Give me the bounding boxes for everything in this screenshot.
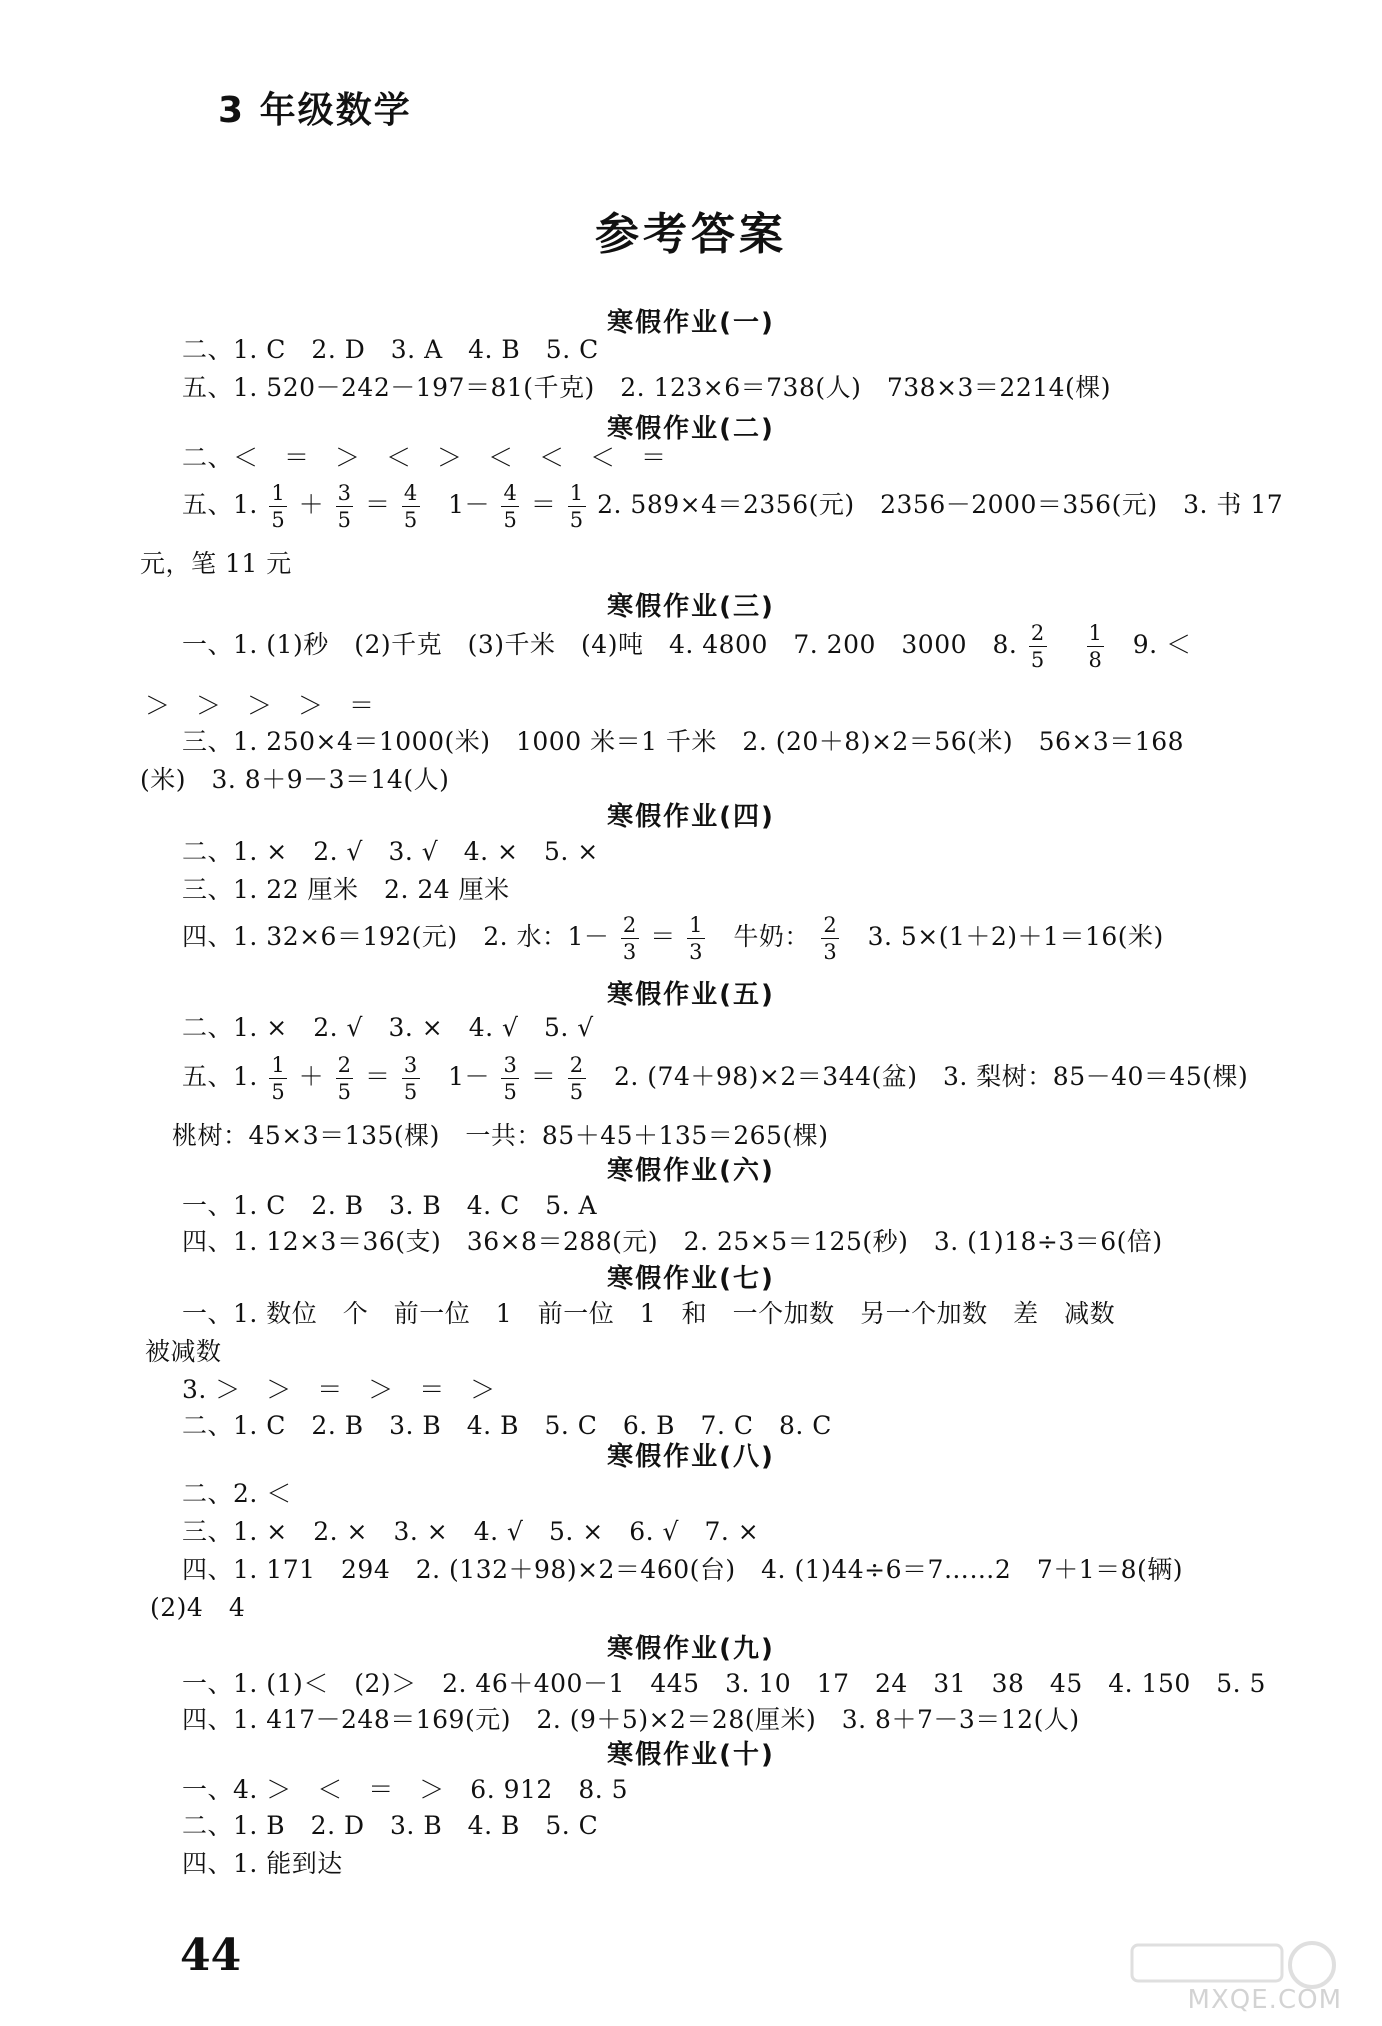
section-heading: 寒假作业(四) [607, 802, 775, 832]
fraction: $\frac{2}{5}$ [337, 1053, 352, 1104]
fraction: $\frac{1}{5}$ [271, 1053, 286, 1104]
answer-line: 三、1. 22 厘米 2. 24 厘米 [182, 875, 510, 904]
fraction: $\frac{1}{8}$ [1088, 621, 1103, 672]
watermark [1112, 1935, 1352, 2015]
section-heading: 寒假作业(十) [607, 1740, 775, 1770]
fraction: $\frac{4}{5}$ [403, 481, 418, 532]
fraction: $\frac{1}{5}$ [569, 481, 584, 532]
answer-prefix: 五、1. [182, 490, 258, 519]
answer-line: 3. ＞ ＞ ＝ ＞ ＝ ＞ [182, 1375, 496, 1404]
page-header: 3 年级数学 [218, 90, 412, 131]
fraction: $\frac{2}{3}$ [823, 913, 838, 964]
answer-line: (米) 3. 8＋9－3＝14(人) [140, 765, 450, 794]
page-title: 参考答案 [595, 209, 787, 260]
page-number: 44 [180, 1930, 242, 1981]
answer-line: 二、1. × 2. √ 3. × 4. √ 5. √ [182, 1013, 594, 1042]
section-heading: 寒假作业(七) [607, 1264, 775, 1294]
answer-line: 被减数 [145, 1337, 222, 1366]
section-heading: 寒假作业(二) [607, 414, 775, 444]
answer-line: 二、1. B 2. D 3. B 4. B 5. C [182, 1811, 599, 1840]
fraction: $\frac{3}{5}$ [503, 1053, 518, 1104]
answer-line: 五、1. 520－242－197＝81(千克) 2. 123×6＝738(人) 738×3＝2214(棵) [182, 373, 1112, 402]
answer-line: 元，笔 11 元 [140, 549, 292, 578]
answer-line-with-fractions: 一、1. (1)秒 (2)千克 (3)千米 (4)吨 4. 4800 7. 200 3000 8. $\frac{2}{5}$ $\frac{1}{8}$ 9. ＜ [182, 621, 1192, 672]
fraction: $\frac{1}{3}$ [689, 913, 704, 964]
answer-line: 二、1. C 2. B 3. B 4. B 5. C 6. B 7. C 8. C [182, 1411, 832, 1440]
answer-line-with-fractions: 五、1. $\frac{1}{5}$ ＋ $\frac{2}{5}$ ＝ $\frac{3}{5}$ 1－ $\frac{3}{5}$ ＝ $\frac{2}{5}$ 2. (74＋98)×2＝344(盆) 3. 梨树：85－40＝45(棵) [182, 1053, 1249, 1104]
answer-line: 二、2. ＜ [182, 1479, 292, 1508]
answer-line: 一、1. (1)＜ (2)＞ 2. 46＋400－1 445 3. 10 17 24 31 38 45 4. 150 5. 5 [182, 1669, 1266, 1698]
section-heading: 寒假作业(五) [607, 980, 775, 1010]
fraction: $\frac{2}{5}$ [569, 1053, 584, 1104]
answer-line: 四、1. 能到达 [182, 1849, 343, 1878]
answer-line: 三、1. 250×4＝1000(米) 1000 米＝1 千米 2. (20＋8)×2＝56(米) 56×3＝168 [182, 727, 1184, 756]
answer-line: 四、1. 417－248＝169(元) 2. (9＋5)×2＝28(厘米) 3. 8＋7－3＝12(人) [182, 1705, 1080, 1734]
section-heading: 寒假作业(九) [607, 1634, 775, 1664]
fraction: $\frac{3}{5}$ [337, 481, 352, 532]
answer-line: 二、1. C 2. D 3. A 4. B 5. C [182, 335, 599, 364]
fraction: $\frac{4}{5}$ [503, 481, 518, 532]
answer-line: 三、1. × 2. × 3. × 4. √ 5. × 6. √ 7. × [182, 1517, 760, 1546]
fraction: $\frac{2}{5}$ [1030, 621, 1045, 672]
answer-line: 桃树：45×3＝135(棵) 一共：85＋45＋135＝265(棵) [172, 1121, 829, 1150]
fraction: $\frac{2}{3}$ [622, 913, 637, 964]
answer-line: 四、1. 12×3＝36(支) 36×8＝288(元) 2. 25×5＝125(秒) 3. (1)18÷3＝6(倍) [182, 1227, 1163, 1256]
fraction: $\frac{3}{5}$ [403, 1053, 418, 1104]
answer-line: 一、1. 数位 个 前一位 1 前一位 1 和 一个加数 另一个加数 差 减数 [182, 1299, 1116, 1328]
answer-line: ＞ ＞ ＞ ＞ ＝ [145, 691, 375, 720]
answer-line: 二、1. × 2. √ 3. √ 4. × 5. × [182, 837, 599, 866]
answer-line: 四、1. 171 294 2. (132＋98)×2＝460(台) 4. (1)44÷6＝7……2 7＋1＝8(辆) [182, 1555, 1184, 1584]
section-heading: 寒假作业(三) [607, 592, 775, 622]
section-heading: 寒假作业(一) [607, 308, 775, 338]
answer-line-with-fractions: 五、1. $\frac{1}{5}$ ＋ $\frac{3}{5}$ ＝ $\frac{4}{5}$ 1－ $\frac{4}{5}$ ＝ $\frac{1}{5}$ 2. 589×4＝2356(元) 2356－2000＝356(元) 3. 书 17 [182, 481, 1284, 532]
answer-line: 一、4. ＞ ＜ ＝ ＞ 6. 912 8. 5 [182, 1775, 629, 1804]
answer-line-with-fractions: 四、1. 32×6＝192(元) 2. 水：1－ $\frac{2}{3}$ ＝ $\frac{1}{3}$ 牛奶： $\frac{2}{3}$ 3. 5×(1＋2)＋1＝16(米) [182, 913, 1164, 964]
section-heading: 寒假作业(八) [607, 1442, 775, 1472]
answer-line: 二、＜ ＝ ＞ ＜ ＞ ＜ ＜ ＜ ＝ [182, 443, 667, 472]
fraction: $\frac{1}{5}$ [271, 481, 286, 532]
watermark-text: MXQE.COM [1187, 1985, 1342, 2015]
section-heading: 寒假作业(六) [607, 1156, 775, 1186]
answer-line: 一、1. C 2. B 3. B 4. C 5. A [182, 1191, 598, 1220]
answer-line: (2)4 4 [150, 1593, 246, 1622]
